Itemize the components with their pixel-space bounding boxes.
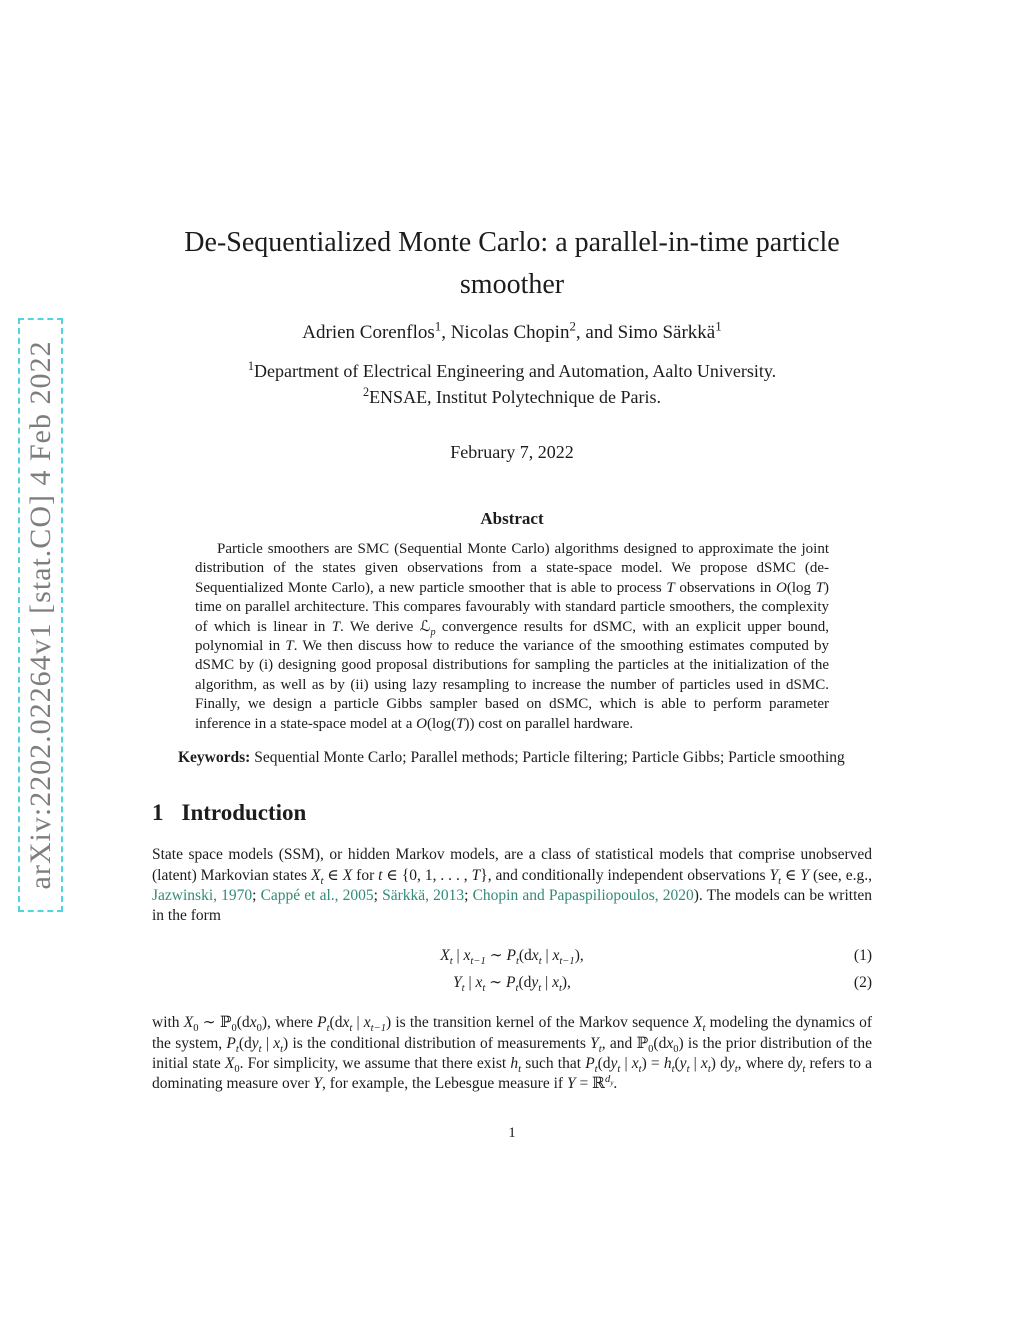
equation-1-number: (1) (853, 947, 872, 965)
intro-paragraph-1: State space models (SSM), or hidden Markov models, are a class of statistical models that comprise unobserved (latent) Markovian states $X_t$ ∈ X for t ∈ {0, 1, . . . , T}, and conditionally independent observations $Y_t$ ∈ Y (see, e.g., Jazwinski, 1970; Cappé et al., 2005; Särkkä, 2013; Chopin and Papaspiliopoulos, 2020). The models can be written in the form (152, 846, 873, 925)
section-number: 1 (152, 800, 164, 826)
equation-2 (152, 969, 872, 996)
affiliation-2: $^2$ENSAE, Institut Polytechnique de Paris. (362, 385, 662, 407)
keywords-line (152, 748, 872, 768)
section-title: Introduction (181, 800, 307, 826)
equation-2-number: (2) (853, 974, 872, 992)
equation-1 (152, 942, 872, 969)
affiliation-1: $^1$Department of Electrical Engineering and Automation, Aalto University. (247, 359, 777, 381)
equation-block (152, 942, 872, 996)
keywords-label: Keywords: (178, 749, 251, 767)
arxiv-watermark (18, 318, 63, 912)
abstract-body: Particle smoothers are SMC (Sequential Monte Carlo) algorithms designed to approximate the joint distribution of the states given observations from a state-space model. We propose dSMC (de-Sequentialized Monte Carlo), a new particle smoother that is able to process T observations in O(log T) time on parallel architecture. This compares favourably with standard particle smoothers, the complexity of which is linear in T. We derive ℒ$_p$ convergence results for dSMC, with an explicit upper bound, polynomial in T. We then discuss how to reduce the variance of the smoothing estimates computed by dSMC by (i) designing good proposal distributions for sampling the particles at the initialization of the algorithm, as well as by (ii) using lazy resampling to increase the number of particles used in dSMC. Finally, we design a particle Gibbs sampler based on dSMC, which is able to perform parameter inference in a state-space model at a O(log(T)) cost on parallel hardware. (195, 541, 829, 732)
equation-2-body: $Y_t$ | $x_t$ ∼ $P_t(dy_t$ | $x_t$), (453, 974, 571, 995)
paper-date: February 7, 2022 (450, 442, 574, 462)
abstract-heading: Abstract (480, 509, 544, 528)
arxiv-watermark-text: arXiv:2202.02264v1 [stat.CO] 4 Feb 2022 (23, 340, 57, 890)
equation-1-body: $X_t$ | $x_{t-1}$ ∼ $P_t(dx_t$ | $x_{t-1}$), (440, 947, 584, 968)
paper-title: De-Sequentialized Monte Carlo: a parallel-in-time particle smoother (184, 227, 840, 300)
intro-paragraph-2: with $X_0$ ∼ $ℙ_0(dx_0)$, where $P_t(dx_t$ | $x_{t-1}$) is the transition kernel of the Markov sequence $X_t$ modeling the dynamics of the system, $P_t(dy_t$ | $x_t$) is the conditional distribution of measurements $Y_t$, and $ℙ_0(dx_0)$ is the prior distribution of the initial state $X_0$. For simplicity, we assume that there exist $h_t$ such that $P_t(dy_t$ | $x_t) = h_t(y_t$ | $x_t$) $dy_t$, where $dy_t$ refers to a dominating measure over Y, for example, the Lebesgue measure if Y = ℝ$^{d_y}$. (152, 1014, 873, 1093)
keywords-text: Sequential Monte Carlo; Parallel methods; Particle filtering; Particle Gibbs; Particle smoothing (250, 749, 845, 767)
citation-link[interactable]: Jazwinski, 1970 (152, 886, 253, 904)
affiliations (152, 358, 872, 410)
content-column (152, 0, 872, 1142)
citation-link[interactable]: Särkkä, 2013 (382, 886, 465, 904)
section-heading-introduction (152, 800, 872, 826)
citation-link[interactable]: Chopin and Papaspiliopoulos, 2020 (472, 886, 694, 904)
citation-link[interactable]: Cappé et al., 2005 (260, 886, 374, 904)
page-number: 1 (508, 1124, 516, 1141)
author-line: Adrien Corenflos$^1$, Nicolas Chopin$^2$, and Simo Särkkä$^1$ (302, 318, 722, 343)
